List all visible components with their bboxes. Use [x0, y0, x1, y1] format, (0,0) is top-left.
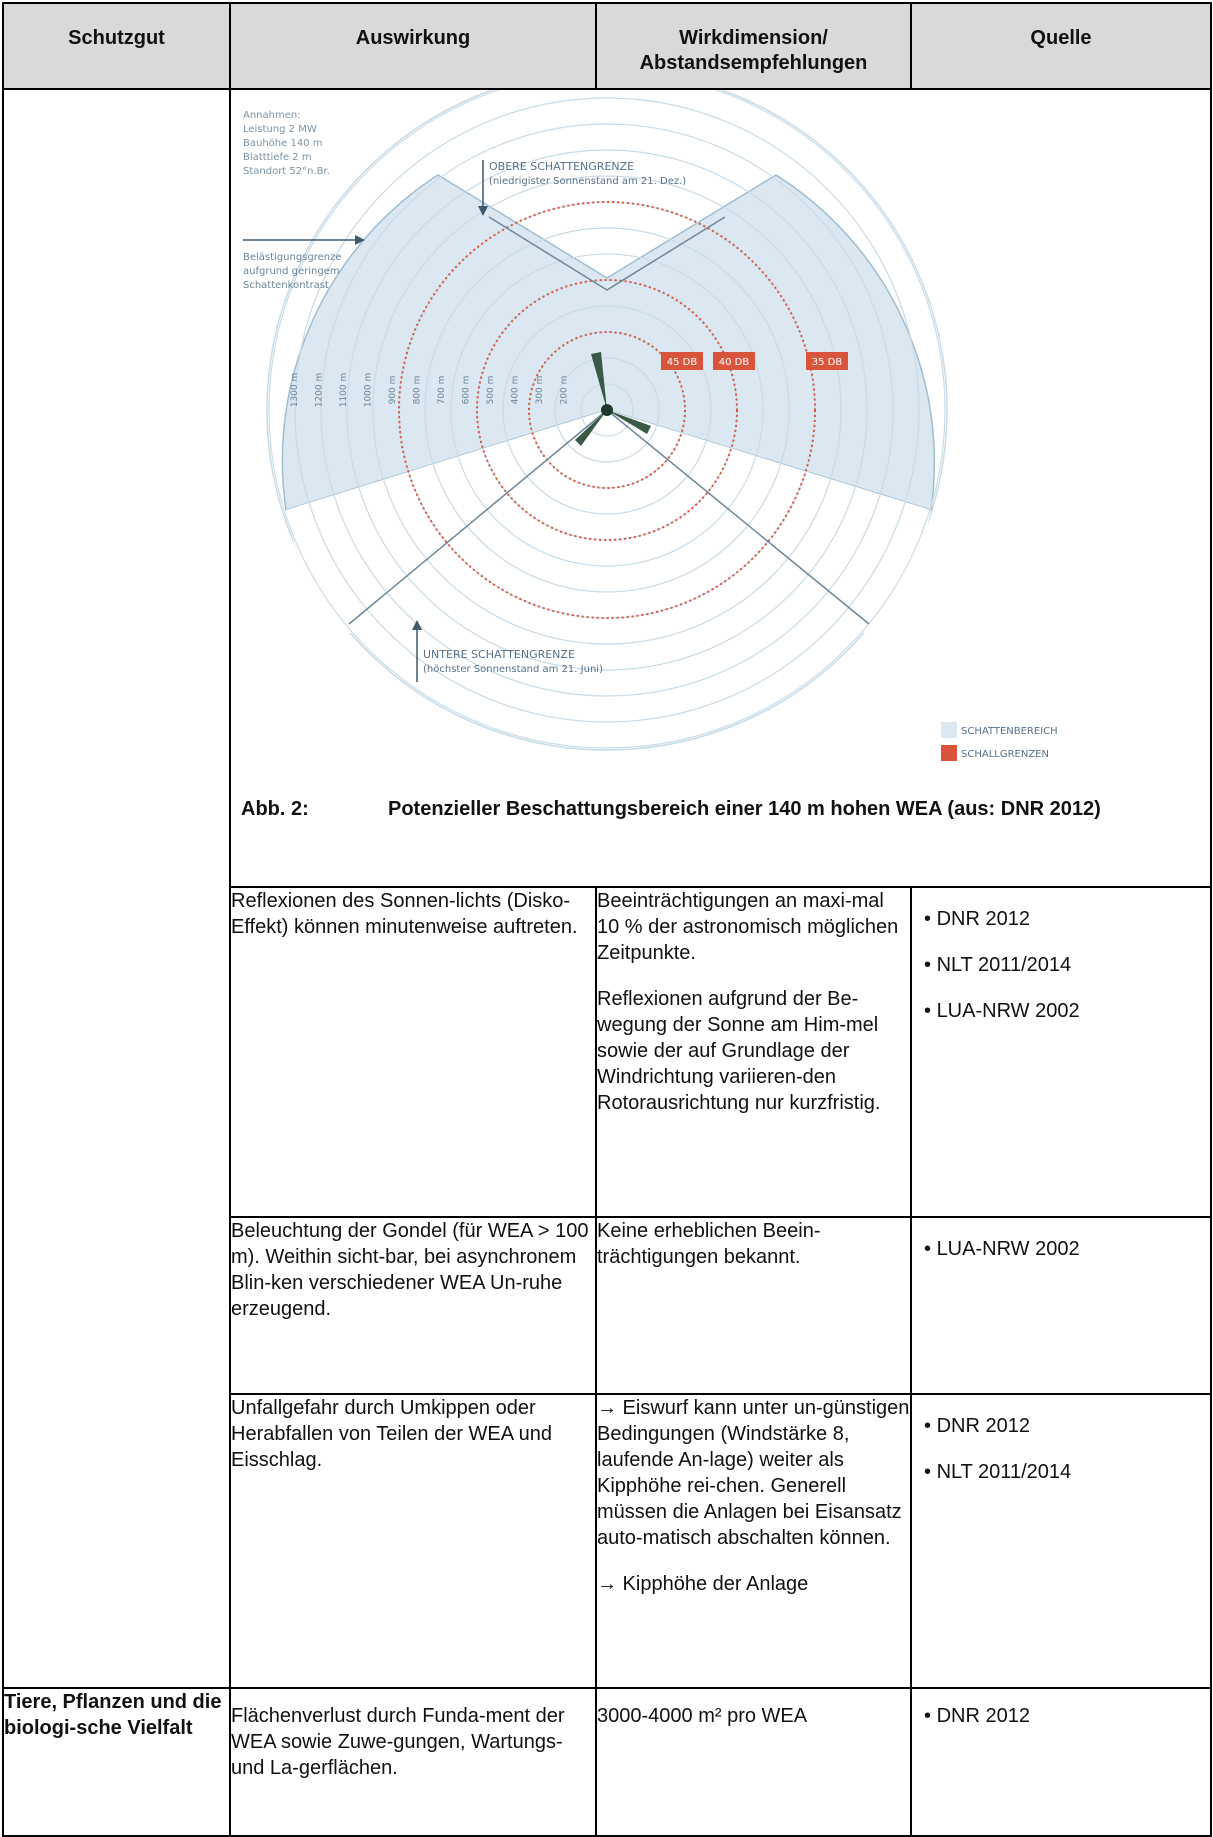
- svg-text:aufgrund geringem: aufgrund geringem: [243, 266, 340, 277]
- dimension-cell: Keine erheblichen Beein-trächtigungen bekannt.: [596, 1217, 911, 1394]
- legend-sound-label: SCHALLGRENZEN: [961, 749, 1049, 760]
- source-cell: • LUA-NRW 2002: [911, 1217, 1211, 1394]
- impact-table: [2, 2, 1212, 1837]
- dimension-cell: → Eiswurf kann unter un-günstigen Bedingungen (Windstärke 8, laufende An-lage) weiter als Kipphöhe rei-chen. Generell müssen die Anlagen bei Eisansatz auto-matisch abschalten können. → Kipphöhe der Anlage: [596, 1394, 911, 1688]
- legend-shadow-label: SCHATTENBEREICH: [961, 726, 1058, 737]
- distance-label: 700 m: [437, 375, 447, 405]
- lower-sublabel: (höchster Sonnenstand am 21. Juni): [423, 664, 603, 675]
- svg-text:Standort 52°n.Br.: Standort 52°n.Br.: [243, 166, 330, 177]
- lower-arrow-head: [412, 620, 422, 630]
- impact-cell: Reflexionen des Sonnen-lichts (Disko-Effekt) können minutenweise auftreten.: [230, 887, 596, 1217]
- source-cell: • DNR 2012 • NLT 2011/2014 • LUA-NRW 2002: [911, 887, 1211, 1217]
- db-labels: [661, 352, 848, 370]
- distance-label: 300 m: [535, 375, 545, 405]
- upper-sublabel: (niedrigister Sonnenstand am 21. Dez.): [489, 176, 687, 187]
- impact-cell: Flächenverlust durch Funda-ment der WEA sowie Zuwe-gungen, Wartungs- und La-gerflächen.: [230, 1688, 596, 1836]
- impact-cell: Beleuchtung der Gondel (für WEA > 100 m). Weithin sicht-bar, bei asynchronem Blin-ken verschiedener WEA Un-ruhe erzeugend.: [230, 1217, 596, 1394]
- distance-label: 500 m: [486, 375, 496, 405]
- header-wirkdimension: Wirkdimension/ Abstandsempfehlungen: [596, 3, 911, 89]
- svg-text:Belästigungsgrenze: Belästigungsgrenze: [243, 252, 342, 263]
- distance-label: 1300 m: [290, 372, 300, 408]
- header-quelle: Quelle: [911, 3, 1211, 89]
- svg-text:Schattenkontrast: Schattenkontrast: [243, 280, 329, 291]
- distance-label: 600 m: [461, 375, 472, 405]
- figure-cell: [230, 89, 1211, 887]
- table-row: [3, 1688, 1211, 1836]
- assumptions-text: [243, 110, 330, 177]
- db-label: 40 DB: [718, 357, 750, 368]
- svg-text:Blatttiefe 2 m: Blatttiefe 2 m: [243, 152, 312, 163]
- impact-cell: Unfallgefahr durch Umkippen oder Herabfallen von Teilen der WEA und Eisschlag.: [230, 1394, 596, 1688]
- db-label: 45 DB: [666, 357, 698, 368]
- header-row: [3, 3, 1211, 89]
- legend-sound-swatch: [941, 745, 957, 761]
- distance-label: 1000 m: [363, 372, 374, 408]
- distance-label: 200 m: [559, 375, 570, 405]
- source-cell: • DNR 2012: [911, 1688, 1211, 1836]
- distance-label: 1200 m: [314, 372, 325, 408]
- subject-cell-empty: [3, 89, 230, 1688]
- caption-number: Abb. 2:: [241, 798, 309, 820]
- distance-label: 1100 m: [339, 372, 349, 408]
- header-auswirkung: Auswirkung: [230, 3, 596, 89]
- caption-text: Potenzieller Beschattungsbereich einer 140 m hohen WEA (aus: DNR 2012): [388, 798, 1101, 820]
- svg-text:Bauhöhe 140 m: Bauhöhe 140 m: [243, 138, 323, 149]
- dimension-cell: 3000-4000 m² pro WEA: [596, 1688, 911, 1836]
- lower-label: UNTERE SCHATTENGRENZE: [423, 648, 575, 661]
- header-schutzgut: Schutzgut: [3, 3, 230, 89]
- annoyance-label: [243, 252, 342, 291]
- svg-text:Annahmen:: Annahmen:: [243, 110, 301, 121]
- source-cell: • DNR 2012 • NLT 2011/2014: [911, 1394, 1211, 1688]
- distance-label: 900 m: [388, 375, 398, 405]
- legend-shadow-swatch: [941, 722, 957, 738]
- distance-label: 800 m: [412, 375, 423, 405]
- svg-text:Leistung 2 MW: Leistung 2 MW: [243, 124, 317, 135]
- upper-label: OBERE SCHATTENGRENZE: [489, 160, 635, 173]
- shadow-diagram: [231, 90, 1209, 790]
- subject-cell: Tiere, Pflanzen und die biologi-sche Vielfalt: [3, 1688, 230, 1836]
- figure-caption: [241, 796, 1200, 822]
- db-label: 35 DB: [811, 357, 843, 368]
- figure-row: [3, 89, 1211, 887]
- dimension-cell: Beeinträchtigungen an maxi-mal 10 % der astronomisch möglichen Zeitpunkte. Reflexionen aufgrund der Be-wegung der Sonne am Him-mel sowie der auf Grundlage der Windrichtung variieren-den Rotorausrichtung nur kurzfristig.: [596, 887, 911, 1217]
- distance-label: 400 m: [510, 375, 521, 405]
